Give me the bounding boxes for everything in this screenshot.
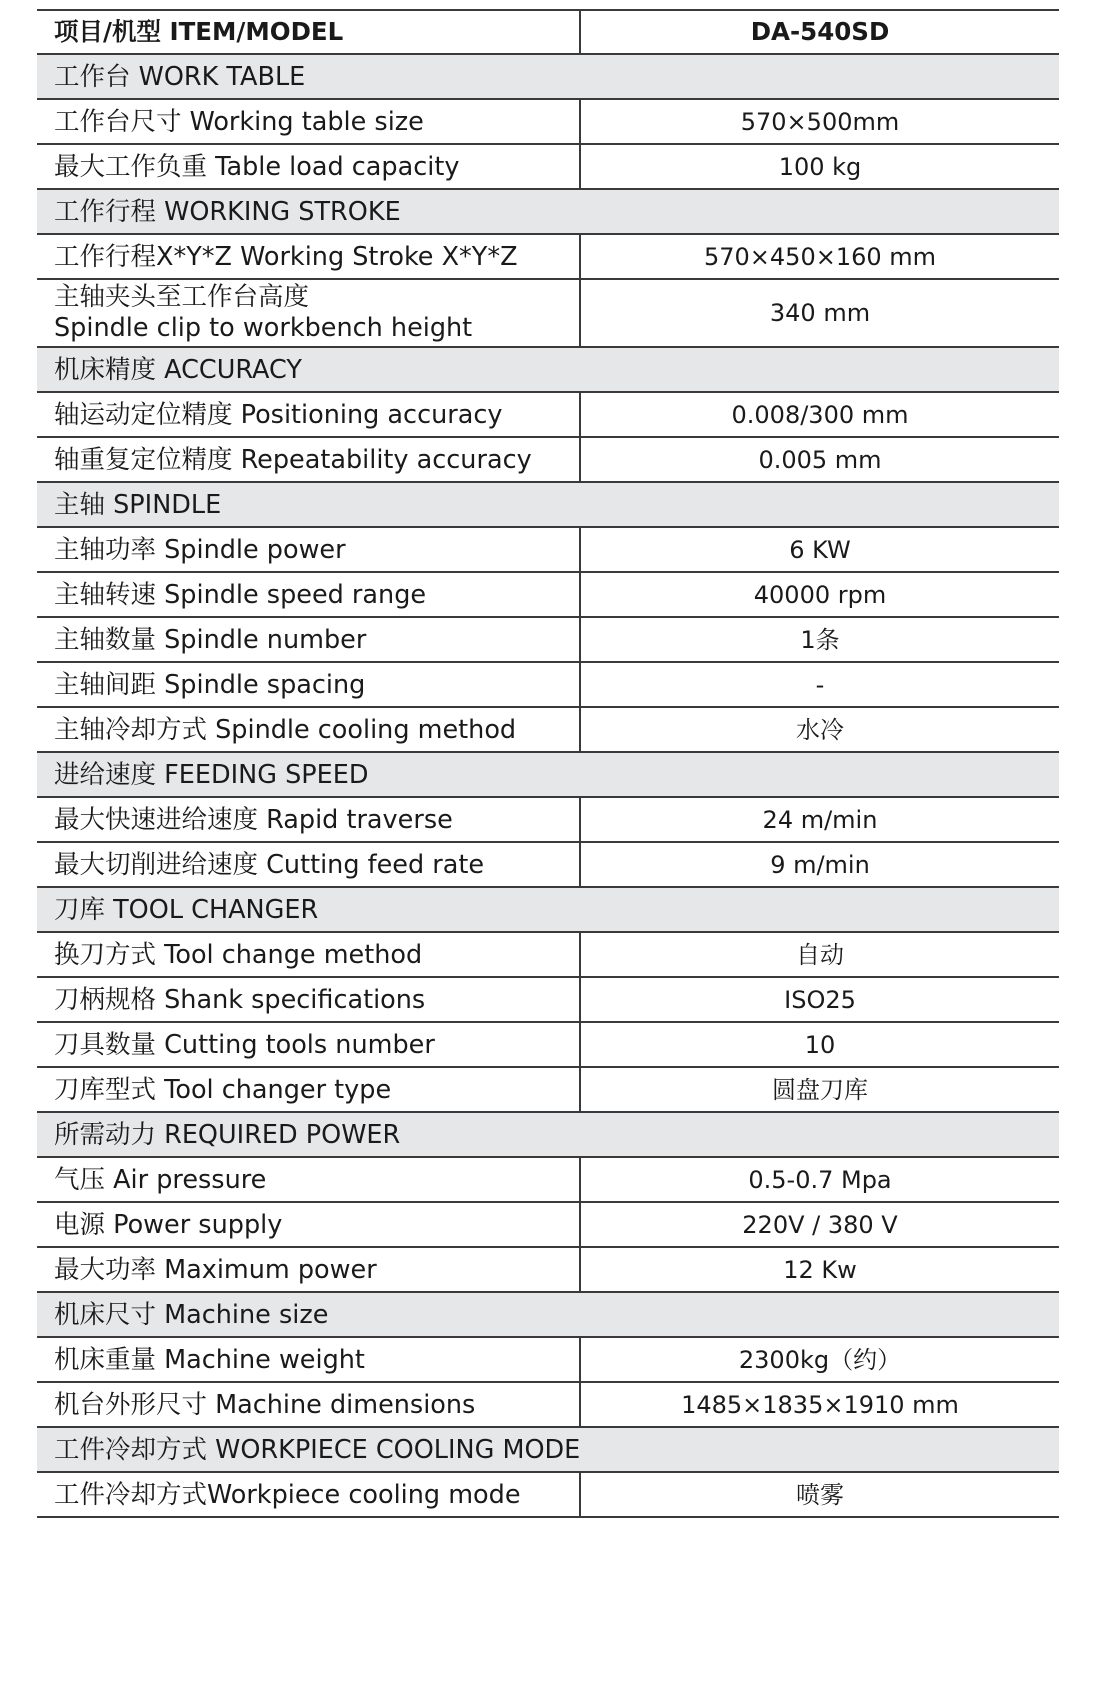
spec-row — [37, 662, 1059, 707]
spec-value: 40000 rpm — [580, 572, 1059, 617]
header-label: 项目/机型 ITEM/MODEL — [37, 10, 580, 54]
spec-label: 机床重量 Machine weight — [37, 1337, 580, 1382]
spec-label: 主轴转速 Spindle speed range — [37, 572, 580, 617]
spec-row — [37, 707, 1059, 752]
section-row — [37, 887, 1059, 932]
spec-value: 100 kg — [580, 144, 1059, 189]
spec-table-body — [37, 10, 1059, 1517]
spec-label: 工作行程X*Y*Z Working Stroke X*Y*Z — [37, 234, 580, 279]
spec-value: 6 KW — [580, 527, 1059, 572]
spec-label: 轴运动定位精度 Positioning accuracy — [37, 392, 580, 437]
spec-label: 最大切削进给速度 Cutting feed rate — [37, 842, 580, 887]
spec-label: 刀库型式 Tool changer type — [37, 1067, 580, 1112]
section-row — [37, 1427, 1059, 1472]
spec-row — [37, 1247, 1059, 1292]
section-row — [37, 189, 1059, 234]
spec-row — [37, 437, 1059, 482]
spec-value: 570×450×160 mm — [580, 234, 1059, 279]
section-row — [37, 54, 1059, 99]
section-label: 工作台 WORK TABLE — [37, 54, 1059, 99]
spec-row — [37, 279, 1059, 347]
spec-row — [37, 1022, 1059, 1067]
section-label: 机床精度 ACCURACY — [37, 347, 1059, 392]
spec-value: 0.005 mm — [580, 437, 1059, 482]
spec-row — [37, 1157, 1059, 1202]
spec-label: 电源 Power supply — [37, 1202, 580, 1247]
spec-value: 喷雾 — [580, 1472, 1059, 1517]
spec-label: 换刀方式 Tool change method — [37, 932, 580, 977]
spec-value: 自动 — [580, 932, 1059, 977]
spec-row — [37, 617, 1059, 662]
spec-value: 水冷 — [580, 707, 1059, 752]
spec-label: 主轴数量 Spindle number — [37, 617, 580, 662]
section-label: 主轴 SPINDLE — [37, 482, 1059, 527]
section-row — [37, 482, 1059, 527]
section-label: 刀库 TOOL CHANGER — [37, 887, 1059, 932]
spec-label-line-2: Spindle clip to workbench height — [54, 313, 473, 343]
spec-row — [37, 1067, 1059, 1112]
section-row — [37, 1112, 1059, 1157]
spec-label: 刀柄规格 Shank specifications — [37, 977, 580, 1022]
header-row — [37, 10, 1059, 54]
spec-value: 0.008/300 mm — [580, 392, 1059, 437]
spec-label: 工件冷却方式Workpiece cooling mode — [37, 1472, 580, 1517]
spec-table — [37, 9, 1059, 1518]
spec-label: 轴重复定位精度 Repeatability accuracy — [37, 437, 580, 482]
section-label: 工件冷却方式 WORKPIECE COOLING MODE — [37, 1427, 1059, 1472]
spec-row — [37, 1202, 1059, 1247]
spec-label: 最大快速进给速度 Rapid traverse — [37, 797, 580, 842]
spec-label: 最大功率 Maximum power — [37, 1247, 580, 1292]
spec-label-line-1: 主轴夹头至工作台高度 — [54, 282, 310, 312]
section-label: 工作行程 WORKING STROKE — [37, 189, 1059, 234]
spec-value: 0.5-0.7 Mpa — [580, 1157, 1059, 1202]
spec-label: 工作台尺寸 Working table size — [37, 99, 580, 144]
spec-row — [37, 234, 1059, 279]
spec-row — [37, 99, 1059, 144]
spec-label: 刀具数量 Cutting tools number — [37, 1022, 580, 1067]
spec-value: 24 m/min — [580, 797, 1059, 842]
spec-row — [37, 144, 1059, 189]
spec-row — [37, 527, 1059, 572]
section-label: 机床尺寸 Machine size — [37, 1292, 1059, 1337]
spec-row — [37, 977, 1059, 1022]
spec-label: 气压 Air pressure — [37, 1157, 580, 1202]
spec-label: 最大工作负重 Table load capacity — [37, 144, 580, 189]
spec-value: 1条 — [580, 617, 1059, 662]
spec-value: 220V / 380 V — [580, 1202, 1059, 1247]
spec-label: 主轴间距 Spindle spacing — [37, 662, 580, 707]
spec-row — [37, 1382, 1059, 1427]
spec-row — [37, 392, 1059, 437]
spec-row — [37, 1337, 1059, 1382]
spec-label — [37, 279, 580, 347]
spec-label: 机台外形尺寸 Machine dimensions — [37, 1382, 580, 1427]
spec-value: 圆盘刀库 — [580, 1067, 1059, 1112]
header-model: DA-540SD — [580, 10, 1059, 54]
section-row — [37, 752, 1059, 797]
section-row — [37, 1292, 1059, 1337]
spec-row — [37, 797, 1059, 842]
spec-row — [37, 1472, 1059, 1517]
section-row — [37, 347, 1059, 392]
spec-value: 340 mm — [580, 279, 1059, 347]
spec-value: - — [580, 662, 1059, 707]
spec-row — [37, 932, 1059, 977]
spec-value: 2300kg（约） — [580, 1337, 1059, 1382]
spec-label: 主轴功率 Spindle power — [37, 527, 580, 572]
spec-row — [37, 572, 1059, 617]
spec-row — [37, 842, 1059, 887]
spec-label: 主轴冷却方式 Spindle cooling method — [37, 707, 580, 752]
spec-value: 9 m/min — [580, 842, 1059, 887]
spec-value: ISO25 — [580, 977, 1059, 1022]
spec-value: 570×500mm — [580, 99, 1059, 144]
spec-value: 1485×1835×1910 mm — [580, 1382, 1059, 1427]
section-label: 进给速度 FEEDING SPEED — [37, 752, 1059, 797]
spec-value: 10 — [580, 1022, 1059, 1067]
section-label: 所需动力 REQUIRED POWER — [37, 1112, 1059, 1157]
spec-value: 12 Kw — [580, 1247, 1059, 1292]
